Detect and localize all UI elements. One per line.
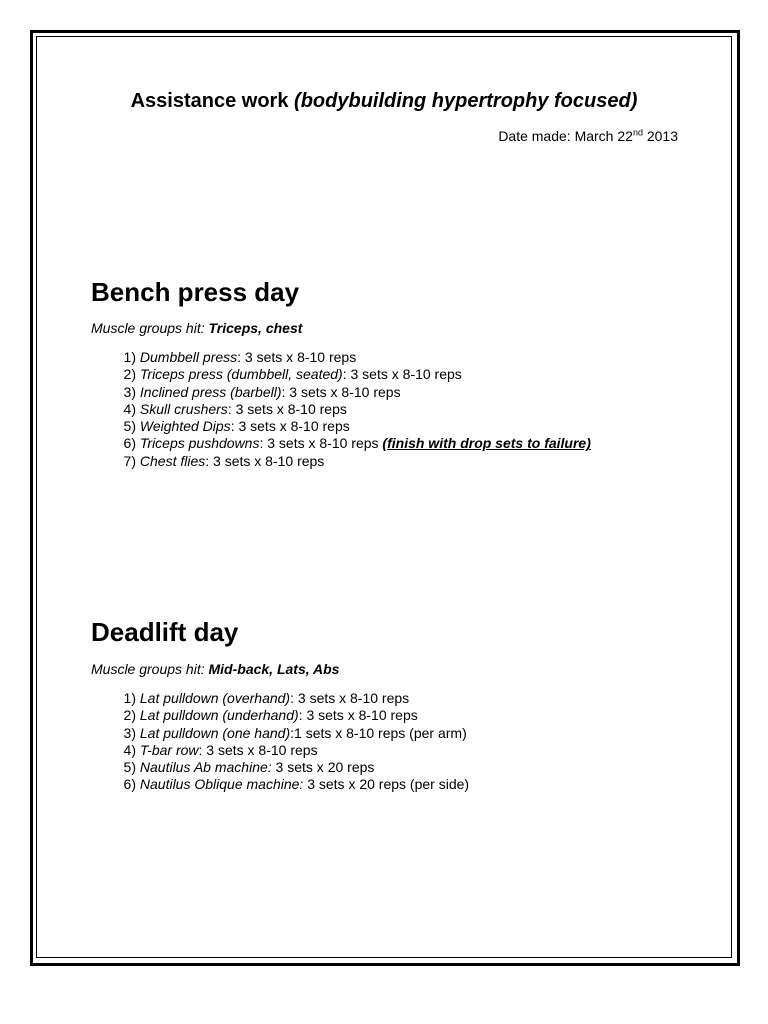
item-number: 7) [123, 452, 136, 469]
list-item [91, 349, 591, 366]
exercise-name: Triceps pushdowns [139, 435, 260, 452]
exercise-name: Dumbbell press [139, 349, 238, 365]
exercise-name: Skull crushers [139, 400, 228, 417]
item-number: 2) [123, 366, 136, 383]
item-number: 4) [123, 400, 136, 417]
exercise-detail: 3 sets x 20 reps (per side) [303, 776, 470, 793]
exercise-detail: 3 sets x 20 reps [271, 759, 375, 776]
exercise-detail: : 3 sets x 8-10 reps [298, 707, 418, 724]
title-subtitle [294, 90, 637, 112]
exercise-name: Nautilus Oblique machine: [139, 776, 304, 793]
exercise-name: Weighted Dips [139, 418, 231, 435]
exercise-detail: : 3 sets x 8-10 reps [290, 690, 410, 706]
section-heading-bench-press: Bench press day [91, 277, 300, 307]
list-item [91, 759, 469, 776]
exercise-detail: : 3 sets x 8-10 reps [259, 435, 383, 452]
exercise-detail: : 3 sets x 8-10 reps [237, 349, 357, 365]
date-made [498, 128, 678, 144]
exercise-name: Lat pulldown (underhand) [139, 707, 299, 724]
muscle-groups-deadlift [91, 661, 339, 677]
muscle-list: Triceps, chest [208, 320, 303, 336]
exercise-list-deadlift [91, 690, 469, 794]
title-paren-open: ( [294, 90, 301, 112]
item-number: 5) [123, 759, 136, 776]
item-number: 6) [123, 776, 136, 793]
exercise-name: Inclined press (barbell) [139, 383, 282, 400]
item-number: 3) [123, 383, 136, 400]
exercise-name: Lat pulldown (one hand) [139, 724, 291, 741]
list-item [91, 453, 591, 470]
list-item [91, 401, 591, 418]
list-item [91, 742, 469, 759]
exercise-detail: : 3 sets x 8-10 reps [227, 400, 347, 417]
list-item [91, 418, 591, 435]
exercise-name: Nautilus Ab machine: [139, 759, 272, 776]
exercise-list-bench-press [91, 349, 591, 470]
date-suffix: nd [632, 127, 643, 138]
muscle-list: Mid-back, Lats, Abs [208, 661, 340, 677]
exercise-detail: :1 sets x 8-10 reps (per arm) [290, 724, 467, 741]
item-number: 4) [123, 741, 136, 758]
exercise-name: Chest flies [139, 452, 206, 469]
item-number: 1) [123, 690, 136, 706]
item-number: 2) [123, 707, 136, 724]
exercise-note: (finish with drop sets to failure) [382, 435, 591, 452]
item-number: 3) [123, 724, 136, 741]
list-item [91, 776, 469, 793]
exercise-detail: : 3 sets x 8-10 reps [281, 383, 401, 400]
exercise-name: Lat pulldown (overhand) [139, 690, 291, 706]
muscle-groups-bench-press [91, 320, 302, 336]
list-item [91, 435, 591, 452]
list-item [91, 707, 469, 724]
item-number: 6) [123, 435, 136, 452]
exercise-name: Triceps press (dumbbell, seated) [139, 366, 343, 383]
list-item [91, 690, 469, 707]
document-title [0, 90, 768, 113]
date-label: Date made: March 22 [498, 128, 633, 144]
item-number: 5) [123, 418, 136, 435]
date-year: 2013 [642, 128, 678, 144]
title-main: Assistance work [130, 90, 289, 112]
section-heading-deadlift: Deadlift day [91, 617, 239, 647]
muscle-label: Muscle groups hit: [91, 320, 209, 336]
exercise-detail: : 3 sets x 8-10 reps [205, 452, 325, 469]
list-item [91, 366, 591, 383]
muscle-label: Muscle groups hit: [91, 661, 209, 677]
exercise-detail: : 3 sets x 8-10 reps [342, 366, 462, 383]
title-subtitle-text: bodybuilding hypertrophy focused) [300, 90, 638, 112]
item-number: 1) [123, 349, 136, 365]
exercise-name: T-bar row [139, 741, 199, 758]
list-item [91, 725, 469, 742]
list-item [91, 384, 591, 401]
exercise-detail: : 3 sets x 8-10 reps [230, 418, 350, 435]
exercise-detail: : 3 sets x 8-10 reps [198, 741, 318, 758]
page-border-inner [36, 36, 732, 958]
